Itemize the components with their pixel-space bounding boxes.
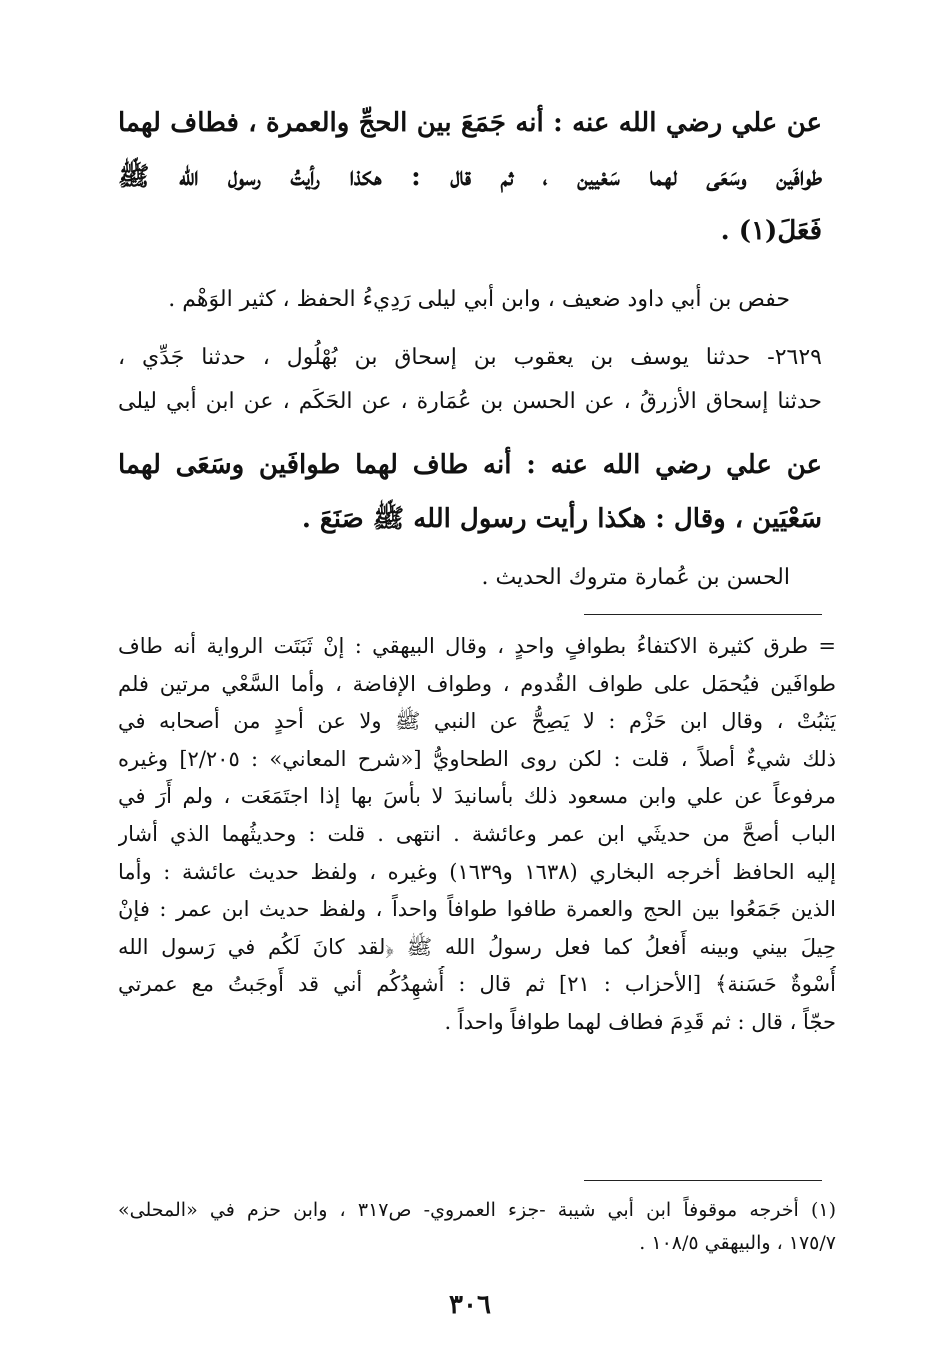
hadith-1-text: [118, 96, 822, 258]
page-number: ٣٠٦: [449, 1290, 491, 1320]
text-line: إليه الحافظ أخرجه البخاري (١٦٣٨ و١٦٣٩) وغيره ، ولفظ حديث عائشة : وأما: [118, 859, 836, 884]
narrator-note-1: [118, 278, 790, 322]
text-line: طوافَين وسَعَى لهما سَعْيين ، ثم قال : هكذا رأيتُ رسول الله ﷺ: [118, 162, 822, 192]
text-line: أُسْوةٌ حَسَنة﴾ [الأحزاب : ٢١] ثم قال : أُشهِدُكُم أني قد أَوجَبتُ مع عمرتي: [118, 972, 836, 997]
text-line: سَعْيَين ، وقال : هكذا رأيت رسول الله ﷺ صَنَعَ .: [301, 504, 822, 534]
footnote-line: ١٧٥/٧ ، والبيهقي ١٠٨/٥ .: [639, 1232, 836, 1254]
text-line: حِيلَ بيني وبينه أَفعلُ كما فعل رسولُ الله ﷺ ﴿لقد كانَ لَكُم في رَسول الله: [118, 934, 836, 959]
text-line: عن علي رضي الله عنه : أنه طاف لهما طوافَين وسَعَى لهما: [118, 450, 822, 480]
text-line: حفص بن أبي داود ضعيف ، وابن أبي ليلى رَدِيءُ الحفظ ، كثير الوَهْم .: [168, 287, 790, 312]
text-line: طوافَين فيُحمَل على طواف القُدوم ، وطواف الإفاضة ، وأما السَّعْي مرتين فلم: [118, 671, 836, 696]
text-line: مرفوعاً عن علي وابن مسعود ذلك بأسانيدَ لا بأسَ بها إذا اجتَمَعَت ، ولم أَرَ في: [118, 784, 836, 809]
text-line: ٢٦٢٩- حدثنا يوسف بن يعقوب بن إسحاق بن بُهْلُول ، حدثنا جَدِّي ،: [118, 345, 822, 370]
text-line: حدثنا إسحاق الأزرقُ ، عن الحسن بن عُمَارة ، عن الحَكَم ، عن ابن أبي ليلى: [118, 389, 822, 414]
text-line: الحسن بن عُمارة متروك الحديث .: [481, 565, 790, 590]
commentary-divider: [584, 614, 822, 615]
footnote-divider: [584, 1180, 822, 1181]
hadith-2-text: [118, 438, 822, 546]
text-line: الذين جَمَعُوا بين الحج والعمرة طافوا طوافاً واحداً ، ولفظ حديث ابن عمر : فإنْ: [118, 897, 836, 922]
footnotes: [118, 1194, 836, 1260]
text-line: = طرق كثيرة الاكتفاءُ بطوافٍ واحدٍ ، وقال البيهقي : إنْ ثَبَتَت الرواية أنه طاف: [118, 634, 836, 658]
narrator-note-2: [118, 556, 790, 600]
text-line: عن علي رضي الله عنه : أنه جَمَعَ بين الحجِّ والعمرة ، فطاف لهما: [118, 108, 822, 138]
text-line: يَثبُتْ ، وقال ابن حَزْم : لا يَصِحُّ عن النبي ﷺ ولا عن أحدٍ من أصحابه في: [118, 709, 836, 734]
footnote-line: (١) أخرجه موقوفاً ابن أبي شيبة -جزء العمروي- ص٣١٧ ، وابن حزم في «المحلى»: [118, 1199, 836, 1221]
text-line: ذلك شيءٌ أصلاً ، قلت : لكن روى الطحاويُّ [«شرح المعاني» : ٢/٢٠٥] وغيره: [118, 746, 836, 771]
commentary-notes: [118, 628, 836, 1042]
hadith-2629-isnad: [118, 336, 822, 424]
text-line: الباب أصحَّ من حديثَي ابن عمر وعائشة . انتهى . قلت : وحديثُهما الذي أشار: [118, 821, 836, 846]
text-line: فَعَلَ(١) .: [720, 216, 822, 246]
text-line: حجّاً ، قال : ثم قَدِمَ فطاف لهما طوافاً واحداً .: [444, 1009, 836, 1034]
